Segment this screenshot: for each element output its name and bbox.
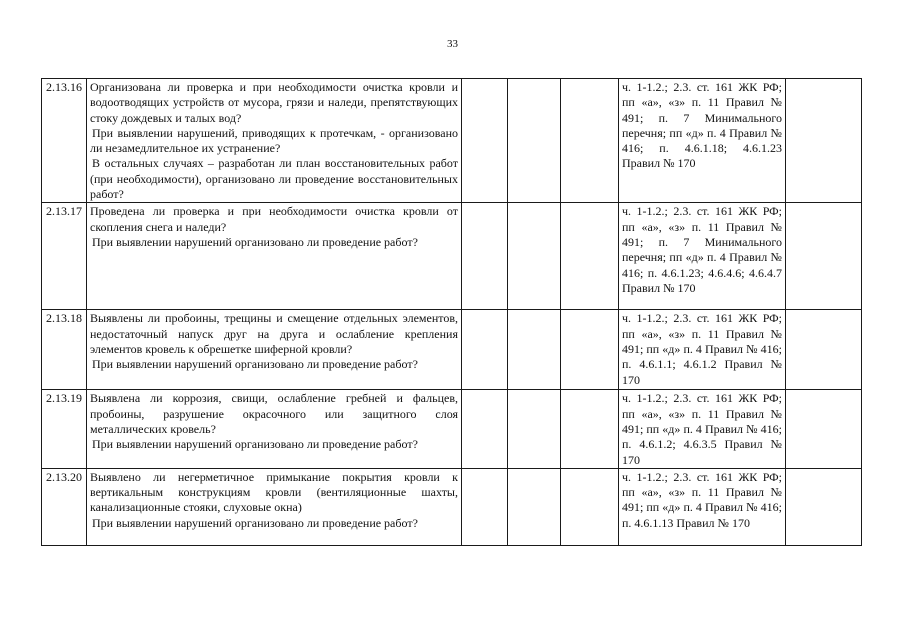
note-cell[interactable] bbox=[786, 390, 862, 468]
legal-reference: ч. 1-1.2.; 2.3. ст. 161 ЖК РФ; пп «а», «з» п. 11 Правил № 491; пп «д» п. 4 Правил № 416; п. 4.6.1.13 Правил № 170 bbox=[619, 468, 786, 545]
table-row bbox=[42, 79, 862, 203]
question-cell bbox=[87, 390, 462, 468]
answer-no-cell[interactable] bbox=[508, 79, 561, 203]
answer-yes-cell[interactable] bbox=[462, 468, 508, 545]
note-cell[interactable] bbox=[786, 310, 862, 390]
answer-no-cell[interactable] bbox=[508, 468, 561, 545]
answer-no-cell[interactable] bbox=[508, 390, 561, 468]
item-number: 2.13.20 bbox=[42, 468, 87, 545]
answer-na-cell[interactable] bbox=[561, 390, 619, 468]
table-row bbox=[42, 468, 862, 545]
answer-yes-cell[interactable] bbox=[462, 203, 508, 310]
question-text: Выявлены ли пробоины, трещины и смещение отдельных элементов, недостаточный напуск друг на друга и ослабление крепления элементов кровель к обрешетке шиферной кровли? bbox=[90, 311, 458, 356]
answer-na-cell[interactable] bbox=[561, 203, 619, 310]
question-cell bbox=[87, 203, 462, 310]
table-row bbox=[42, 310, 862, 390]
question-text: В остальных случаях – разработан ли план восстановительных работ (при необходимости), организовано ли проведение восстановительных работ? bbox=[90, 156, 458, 202]
answer-no-cell[interactable] bbox=[508, 310, 561, 390]
item-number: 2.13.18 bbox=[42, 310, 87, 390]
question-cell bbox=[87, 468, 462, 545]
legal-reference: ч. 1-1.2.; 2.3. ст. 161 ЖК РФ; пп «а», «з» п. 11 Правил № 491; пп «д» п. 4 Правил № 416; п. 4.6.1.2; 4.6.3.5 Правил № 170 bbox=[619, 390, 786, 468]
question-text: При выявлении нарушений организовано ли проведение работ? bbox=[92, 515, 418, 530]
note-cell[interactable] bbox=[786, 468, 862, 545]
answer-yes-cell[interactable] bbox=[462, 310, 508, 390]
question-text: Выявлено ли негерметичное примыкание покрытия кровли к вертикальным конструкциям кровли (вентиляционные шахты, канализационные стояки, слуховые окна) bbox=[90, 469, 458, 515]
question-text: Проведена ли проверка и при необходимости очистка кровли от скопления снега и наледи? bbox=[90, 204, 458, 234]
question-text: Организована ли проверка и при необходимости очистка кровли и водоотводящих устройств от мусора, грязи и наледи, препятствующих стоку дождевых и талых вод? bbox=[90, 80, 458, 125]
item-number: 2.13.19 bbox=[42, 390, 87, 468]
answer-na-cell[interactable] bbox=[561, 79, 619, 203]
answer-yes-cell[interactable] bbox=[462, 79, 508, 203]
legal-reference: ч. 1-1.2.; 2.3. ст. 161 ЖК РФ; пп «а», «з» п. 11 Правил № 491; п. 7 Минимального перечня; пп «д» п. 4 Правил № 416; п. 4.6.1.18; 4.6.1.23 Правил № 170 bbox=[619, 79, 786, 203]
answer-yes-cell[interactable] bbox=[462, 390, 508, 468]
answer-na-cell[interactable] bbox=[561, 468, 619, 545]
question-cell bbox=[87, 310, 462, 390]
page-number: 33 bbox=[447, 38, 458, 50]
answer-no-cell[interactable] bbox=[508, 203, 561, 310]
question-cell bbox=[87, 79, 462, 203]
question-text: При выявлении нарушений организовано ли проведение работ? bbox=[92, 234, 418, 249]
question-text: При выявлении нарушений, приводящих к протечкам, - организовано ли незамедлительное их устранение? bbox=[90, 125, 458, 156]
question-text: При выявлении нарушений организовано ли проведение работ? bbox=[92, 437, 418, 452]
legal-reference: ч. 1-1.2.; 2.3. ст. 161 ЖК РФ; пп «а», «з» п. 11 Правил № 491; пп «д» п. 4 Правил № 416; п. 4.6.1.1; 4.6.1.2 Правил № 170 bbox=[619, 310, 786, 390]
table-row bbox=[42, 203, 862, 310]
item-number: 2.13.17 bbox=[42, 203, 87, 310]
answer-na-cell[interactable] bbox=[561, 310, 619, 390]
table-row bbox=[42, 390, 862, 468]
question-text: При выявлении нарушений организовано ли проведение работ? bbox=[92, 357, 418, 372]
note-cell[interactable] bbox=[786, 79, 862, 203]
checklist-table bbox=[41, 78, 862, 546]
legal-reference: ч. 1-1.2.; 2.3. ст. 161 ЖК РФ; пп «а», «з» п. 11 Правил № 491; п. 7 Минимального перечня; пп «д» п. 4 Правил № 416; п. 4.6.1.23; 4.6.4.6; 4.6.4.7 Правил № 170 bbox=[619, 203, 786, 310]
note-cell[interactable] bbox=[786, 203, 862, 310]
question-text: Выявлена ли коррозия, свищи, ослабление гребней и фальцев, пробоины, разрушение окрасочного или защитного слоя металлических кровель? bbox=[90, 391, 458, 436]
item-number: 2.13.16 bbox=[42, 79, 87, 203]
